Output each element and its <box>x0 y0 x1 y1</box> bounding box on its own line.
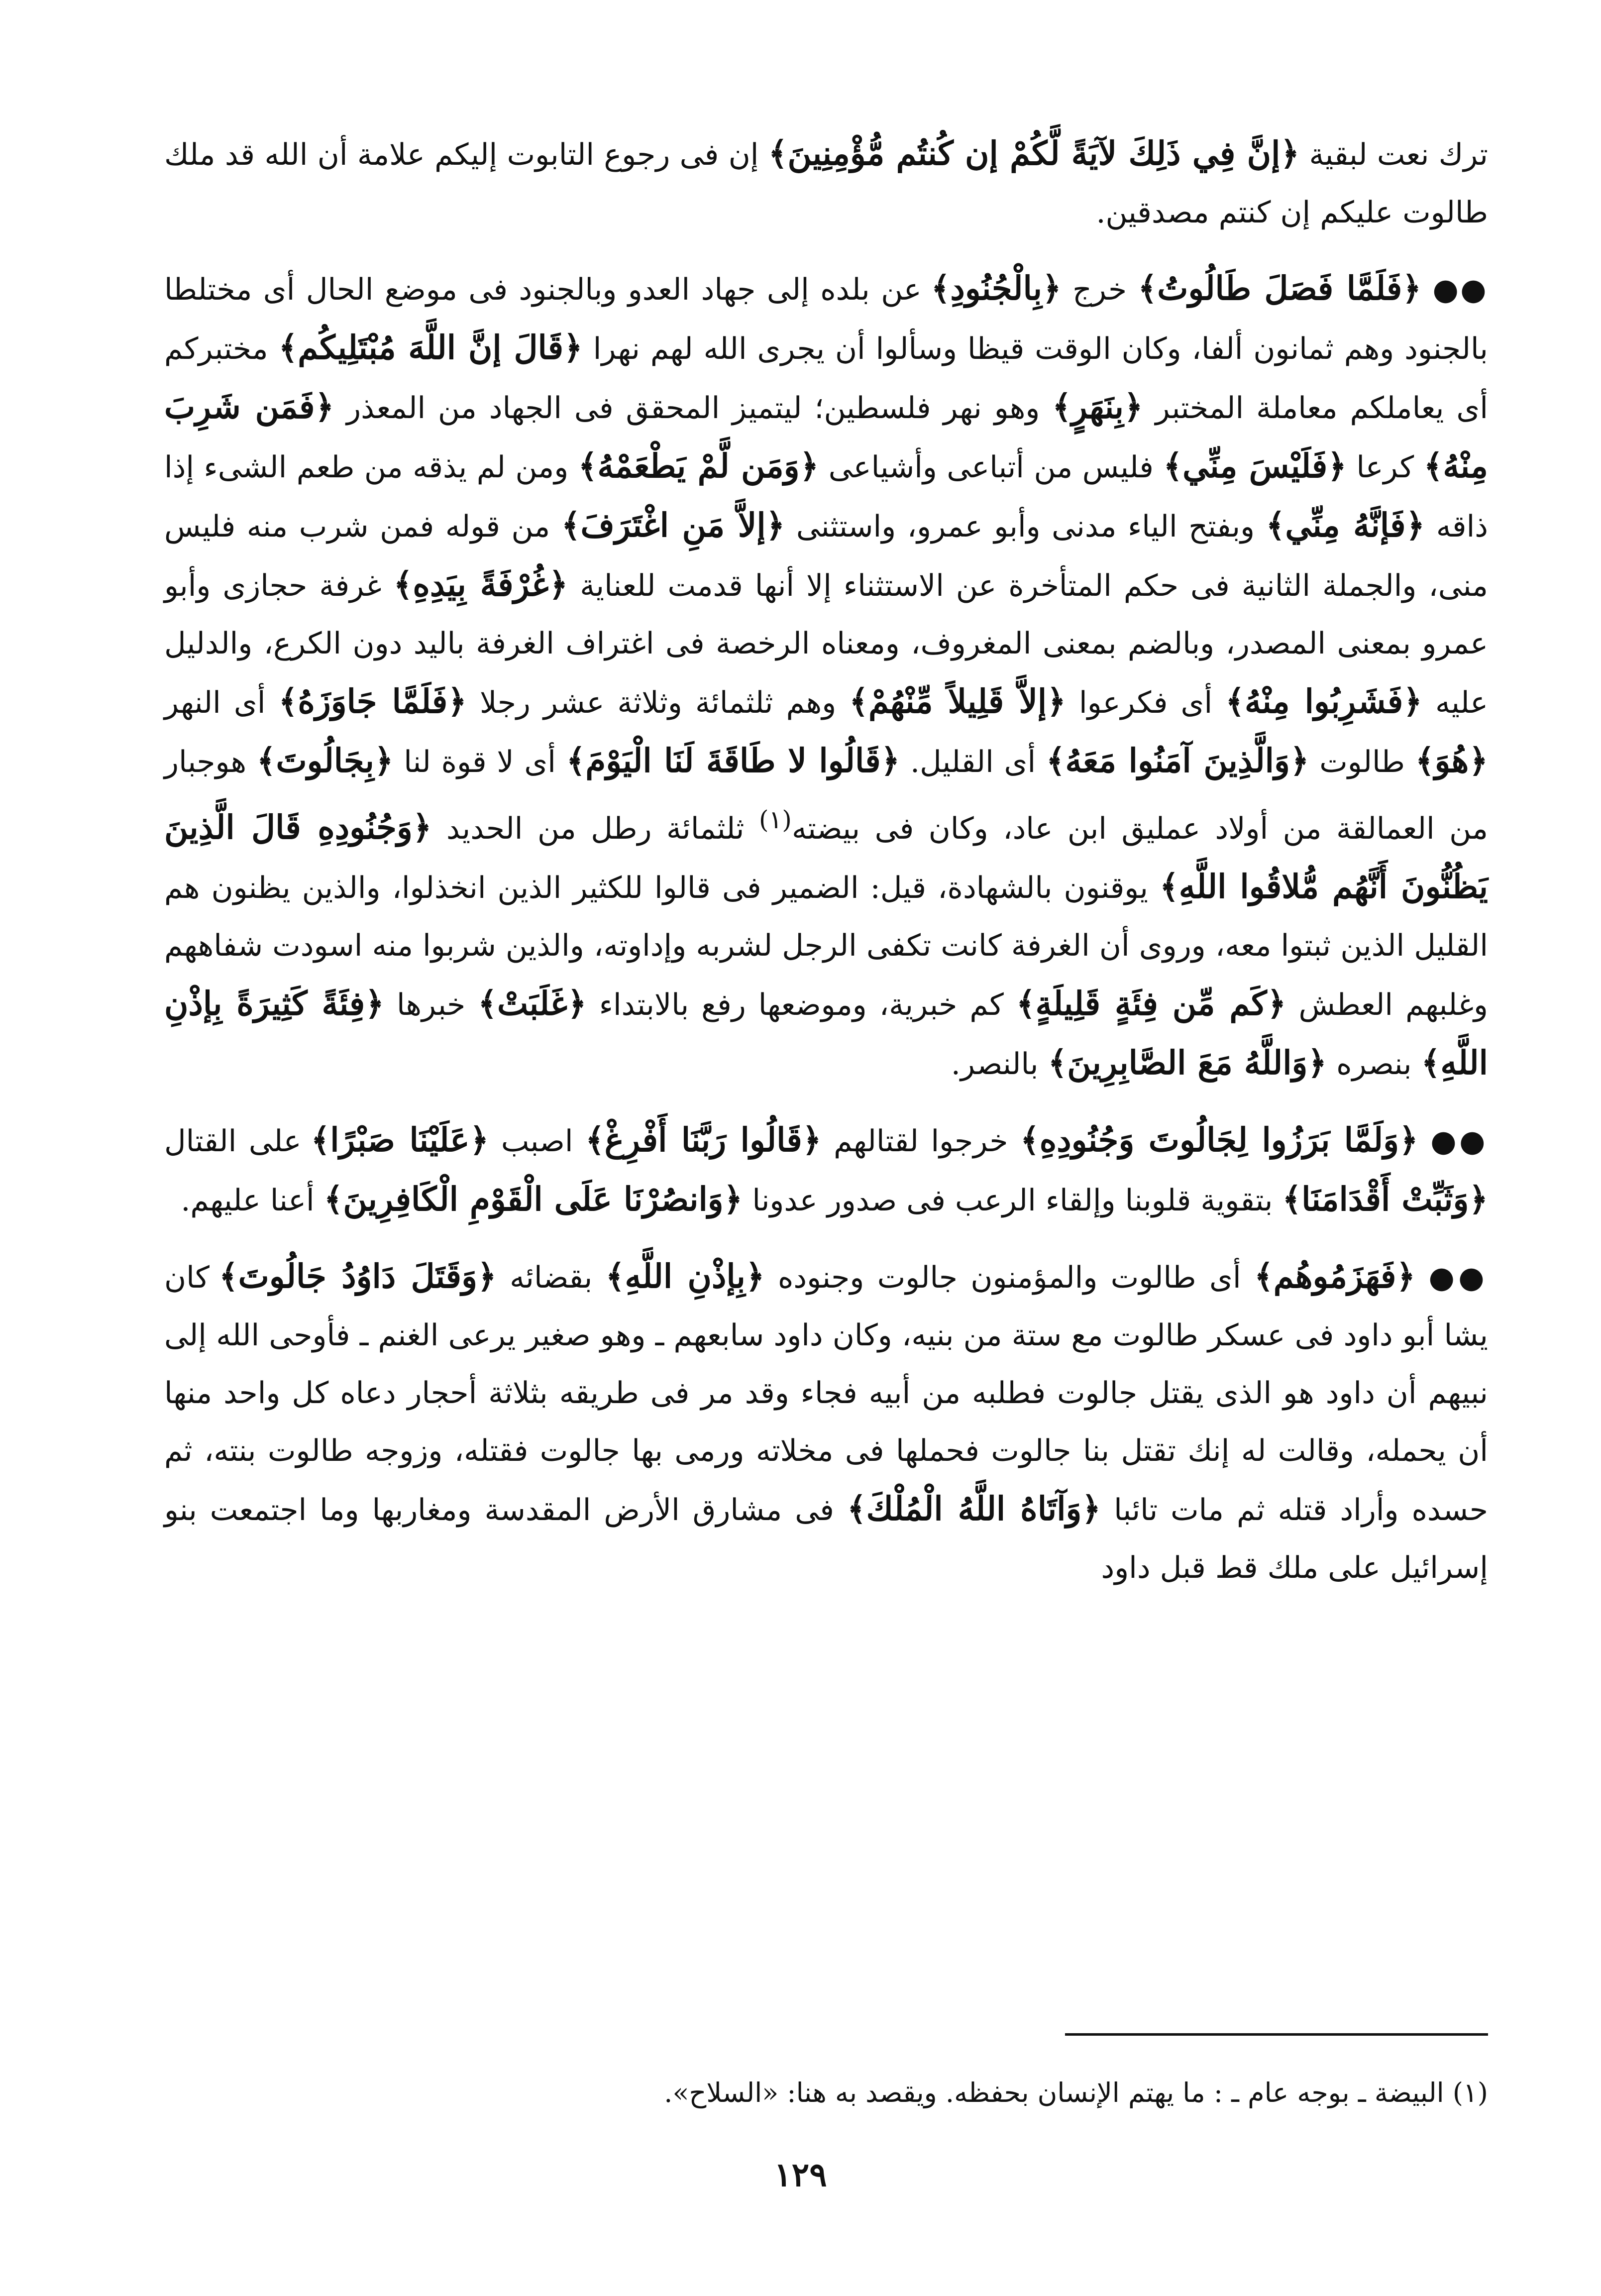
quran-verse: ﴿فَإنَّهُ مِنِّي﴾ <box>1266 506 1425 545</box>
footnote-separator <box>1065 2033 1488 2036</box>
quran-verse: ﴿بِجَالُوتَ﴾ <box>256 741 394 780</box>
commentary-text: غرفة حجازى وأبو عمرو بمعنى المصدر، وبالضم بمعنى المغروف، ومعناه الرخصة فى اغتراف الغرفة باليد دون الكرع، والدليل عليه <box>164 568 1488 720</box>
paragraph <box>164 259 1488 1093</box>
commentary-text: طالوت <box>1309 745 1415 779</box>
commentary-text: خبرها <box>384 987 478 1022</box>
commentary-text: ومن لم يذقه من طعم الشىء إذا ذاقه <box>164 450 1489 544</box>
quran-verse: ﴿وَثَبِّتْ أَقْدَامَنَا﴾ <box>1282 1180 1488 1218</box>
commentary-text: ترك نعت لبقية <box>1299 137 1488 172</box>
commentary-text: ثلثمائة رطل من الحديد <box>431 811 759 846</box>
commentary-text: على القتال <box>164 1124 311 1159</box>
quran-verse: ﴿وَلَمَّا بَرَزُوا لِجَالُوتَ وَجُنُودِهِ﴾ <box>1020 1120 1418 1159</box>
commentary-text: كان يشا أبو داود فى عسكر طالوت مع ستة من بنيه، وكان داود سابعهم ـ وهو صغير يرعى الغنم ـ فأوحى الله إلى نبيهم أن داود هو الذى يقتل جالوت فطلبه من أبيه فجاء وقد مر فى طريقه بثلاثة أحجار دعاه كل واحد منها أن يحمله، وقالت له إنك تقتل بنا جالوت فحملها فى مخلاته ورمى بها جالوت فقتله، وزوجه طالوت بنته، ثم حسده وأراد قتله ثم مات تائبا <box>164 1260 1488 1528</box>
quran-verse: ﴿فَشَرِبُوا مِنْهُ﴾ <box>1225 682 1422 721</box>
commentary-text: بتقوية قلوبنا وإلقاء الرعب فى صدور عدونا <box>743 1183 1282 1218</box>
commentary-text: أى فكرعوا <box>1066 685 1226 720</box>
quran-verse: ﴿غَلَبَتْ﴾ <box>478 984 587 1023</box>
quran-verse: ﴿قَالُوا رَبَّنَا أَفْرِغْ﴾ <box>585 1120 822 1159</box>
paragraph-bullet: ●● <box>1432 272 1489 307</box>
commentary-text: خرجوا لقتالهم <box>821 1124 1021 1159</box>
commentary-text: اصبب <box>489 1124 586 1159</box>
commentary-text: أى لا قوة لنا <box>393 745 566 779</box>
paragraph <box>164 124 1488 241</box>
commentary-text: يوقنون بالشهادة، قيل: الضمير فى قالوا للكثير الذين انخذلوا، والذين يظنون هم القليل الذين ثبتوا معه، وروى أن الغرفة كانت تكفى الرجل لشربه وإداوته، والذين شربوا منه اسودت شفاههم وغلبهم العطش <box>164 871 1488 1022</box>
commentary-text: فى مشارق الأرض المقدسة ومغاربها وما اجتمعت بنو إسرائيل على ملك قط قبل داود <box>164 1493 1488 1585</box>
paragraph-bullet: ●● <box>1430 1124 1488 1159</box>
paragraph <box>164 1111 1488 1229</box>
quran-verse: ﴿هُوَ﴾ <box>1415 741 1489 780</box>
quran-verse: ﴿فَلَمَّا فَصَلَ طَالُوتُ﴾ <box>1138 269 1422 308</box>
quran-verse: ﴿إلاَّ مَنِ اغْتَرَفَ﴾ <box>561 506 785 545</box>
quran-verse: ﴿فَلَمَّا جَاوَزَهُ﴾ <box>278 682 467 721</box>
paragraph <box>164 1247 1488 1597</box>
commentary-text: وبفتح الياء مدنى وأبو عمرو، واستثنى <box>785 509 1266 544</box>
quran-verse: ﴿بِإذْنِ اللَّهِ﴾ <box>605 1257 765 1296</box>
commentary-text: كم خبرية، وموضعها رفع بالابتداء <box>586 987 1016 1022</box>
quran-verse: ﴿فَمَن شَرِبَ مِنْهُ﴾ <box>164 387 1489 485</box>
commentary-text: خرج <box>1061 272 1138 307</box>
commentary-text: أى طالوت والمؤمنون جالوت وجنوده <box>764 1260 1255 1295</box>
commentary-text: أى القليل. <box>900 745 1046 779</box>
commentary-text: وهم ثلثمائة وثلاثة عشر رجلا <box>466 685 850 720</box>
commentary-text: هوجبار من العمالقة من أولاد عمليق ابن عاد، وكان فى بيضته <box>164 745 1488 846</box>
quran-verse: ﴿بِالْجُنُودِ﴾ <box>931 269 1062 308</box>
footnote: (١) البيضة ـ بوجه عام ـ : ما يهتم الإنسان بحفظه. ويقصد به هنا: «السلاح». <box>664 2077 1488 2108</box>
footnote-marker: (١) <box>759 805 792 834</box>
quran-verse: ﴿وَمَن لَّمْ يَطْعَمْهُ﴾ <box>578 446 819 485</box>
quran-verse: ﴿وَقَتَلَ دَاوُدُ جَالُوتَ﴾ <box>218 1257 497 1296</box>
commentary-text: أى النهر <box>164 685 279 720</box>
quran-verse: ﴿وَالَّذِينَ آمَنُوا مَعَهُ﴾ <box>1046 741 1309 780</box>
commentary-text: بالنصر. <box>951 1047 1048 1082</box>
commentary-text: من قوله فمن شرب منه فليس منى، والجملة الثانية فى حكم المتأخرة عن الاستثناء إلا أنها قدمت للعناية <box>164 509 1488 603</box>
commentary-text: فليس من أتباعى وأشياعى <box>819 450 1164 485</box>
paragraph-bullet: ●● <box>1428 1260 1489 1295</box>
quran-verse: ﴿فَهَزَمُوهُم﴾ <box>1254 1257 1416 1296</box>
commentary-text: أعنا عليهم. <box>181 1183 324 1218</box>
commentary-text: مختبركم أى يعاملكم معاملة المختبر <box>164 331 1488 426</box>
quran-verse: ﴿وَاللَّهُ مَعَ الصَّابِرِينَ﴾ <box>1048 1043 1327 1082</box>
commentary-text: بنصره <box>1327 1047 1421 1082</box>
quran-verse: ﴿إلاَّ قَلِيلاً مِّنْهُمْ﴾ <box>849 682 1066 721</box>
quran-verse: ﴿وَجُنُودِهِ قَالَ الَّذِينَ يَظُنُّونَ أَنَّهُم مُّلاقُوا اللَّهِ﴾ <box>164 808 1489 906</box>
quran-verse: ﴿قَالُوا لا طَاقَةَ لَنَا الْيَوْمَ﴾ <box>566 741 900 780</box>
quran-verse: ﴿إنَّ فِي ذَلِكَ لآيَةً لَّكُمْ إن كُنتُم مُّؤْمِنِينَ﴾ <box>768 134 1300 173</box>
quran-verse: ﴿قَالَ إنَّ اللَّهَ مُبْتَلِيكُم﴾ <box>278 328 583 367</box>
quran-verse: ﴿عَلَيْنَا صَبْرًا﴾ <box>311 1120 489 1159</box>
commentary-text: بقضائه <box>496 1260 606 1295</box>
commentary-text: عن بلده إلى جهاد العدو وبالجنود فى موضع الحال أى مختلطا بالجنود وهم ثمانون ألفا، وكان الوقت قيظا وسألوا أن يجرى الله لهم نهرا <box>164 272 1488 366</box>
quran-verse: ﴿بِنَهَرٍ﴾ <box>1052 387 1143 426</box>
quran-verse: ﴿غُرْفَةً بِيَدِهِ﴾ <box>393 565 568 604</box>
commentary-text: إن فى رجوع التابوت إليكم علامة أن الله قد ملك طالوت عليكم إن كنتم مصدقين. <box>164 137 1488 230</box>
main-text <box>164 124 1488 1615</box>
quran-verse: ﴿كَم مِّن فِئَةٍ قَلِيلَةٍ﴾ <box>1016 984 1286 1023</box>
page-number: ١٢٩ <box>774 2155 827 2194</box>
quran-verse: ﴿فَلَيْسَ مِنِّي﴾ <box>1163 446 1347 485</box>
quran-verse: ﴿فِئَةً كَثِيرَةً بِإذْنِ اللَّهِ﴾ <box>164 984 1488 1082</box>
commentary-text: كرعا <box>1346 450 1424 485</box>
commentary-text: وهو نهر فلسطين؛ ليتميز المحقق فى الجهاد من المعذر <box>334 391 1053 426</box>
quran-verse: ﴿وَانصُرْنَا عَلَى الْقَوْمِ الْكَافِرِينَ﴾ <box>323 1180 743 1218</box>
quran-verse: ﴿وَآتَاهُ اللَّهُ الْمُلْكَ﴾ <box>847 1489 1101 1528</box>
